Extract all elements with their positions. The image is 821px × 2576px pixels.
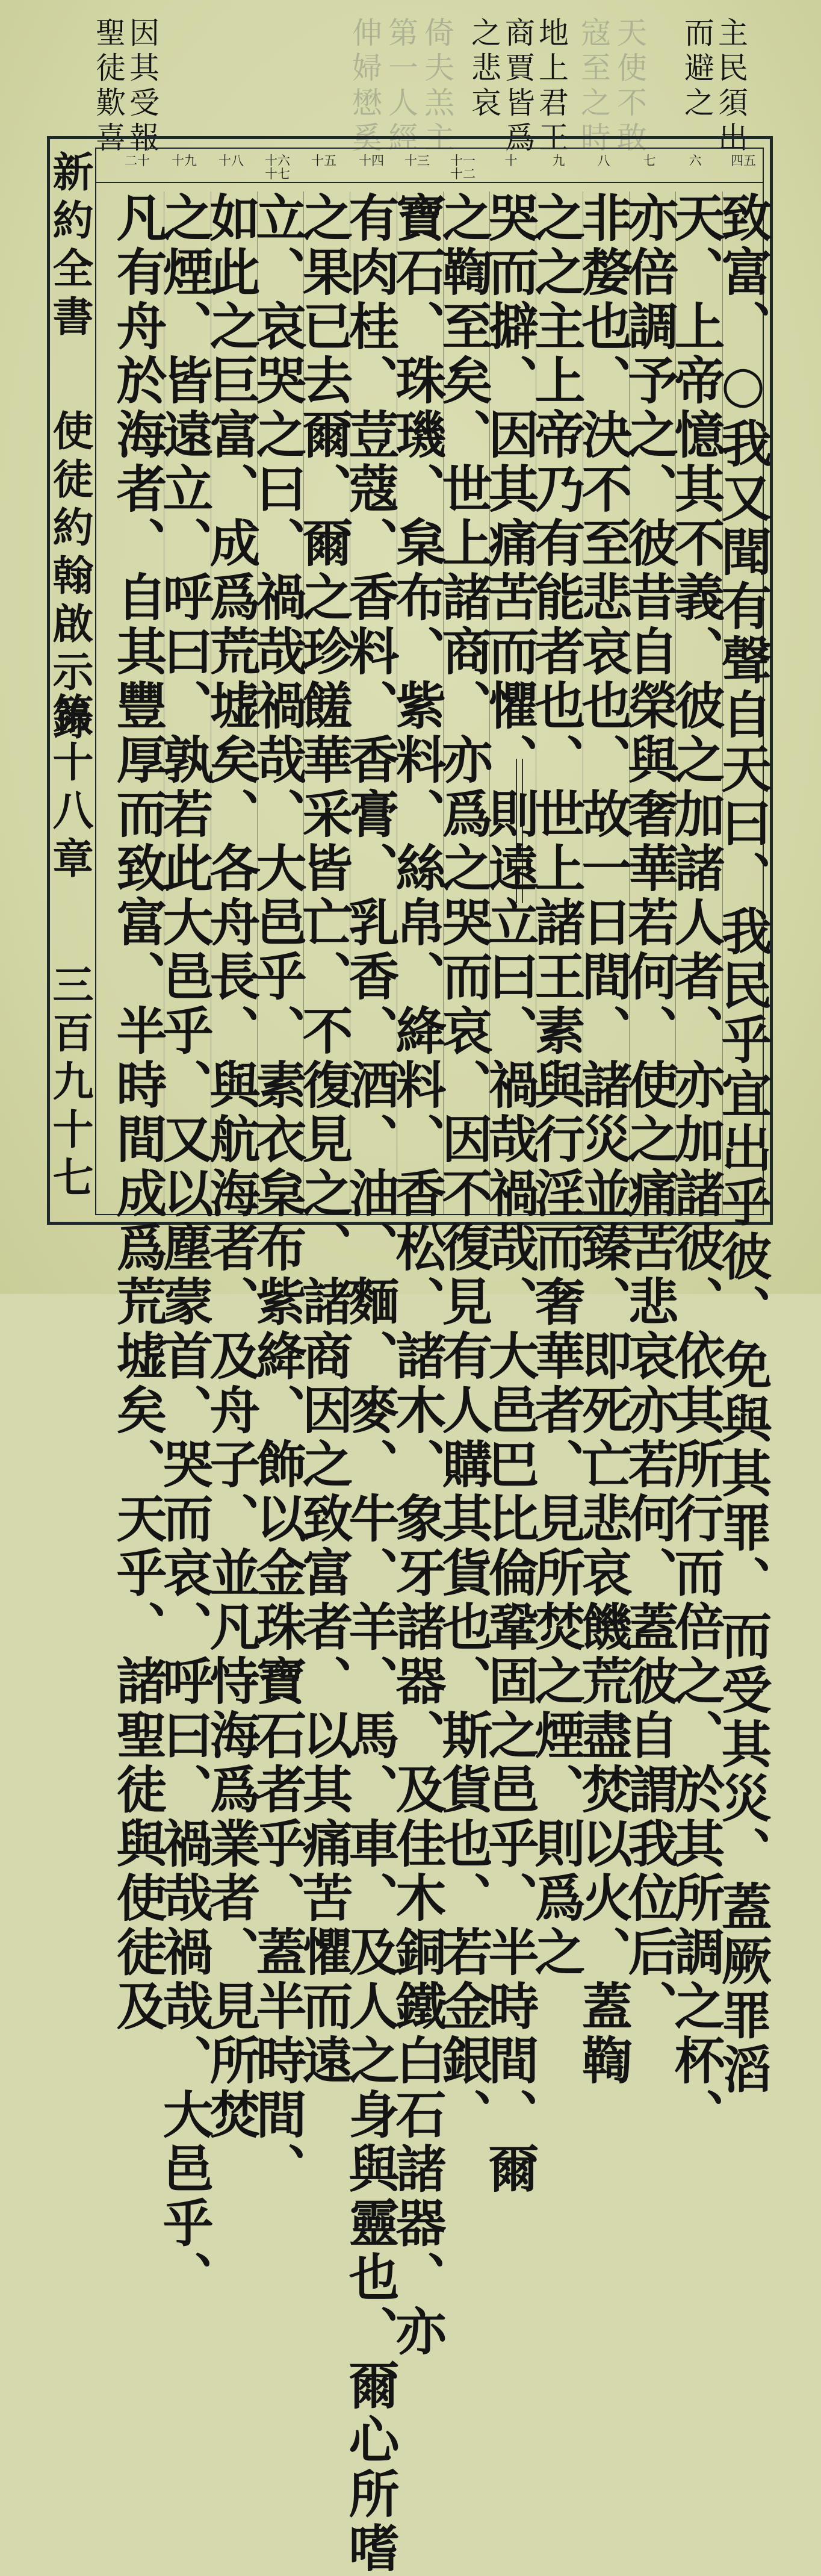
bleed-through-text: 寇至之時	[576, 17, 611, 157]
verse-number: 八	[597, 154, 610, 168]
verse-number: 十八	[218, 154, 244, 168]
top-note: 地上君王	[534, 17, 569, 157]
verse-number: 七	[643, 154, 656, 168]
verse-number: 九	[552, 154, 565, 168]
text-column: 之果已去爾、爾之珍饈華采皆亡、不復見之、諸商因之致富者、以其痛苦懼而遠	[294, 191, 354, 2088]
verse-number: 十五	[311, 154, 336, 168]
page-number: 三百九十七	[46, 963, 94, 1204]
text-column: 之之主上帝乃有能者也、世上諸王素與行淫而奢華者、見所焚之煙、則爲之	[527, 191, 586, 1980]
text-column: 天、上帝憶其不義、彼之加諸人者、亦加諸彼、依其所行而倍之、於其所調之杯、	[666, 191, 726, 2142]
verse-number: 四五	[731, 154, 756, 168]
verse-number: 十一十二	[450, 154, 476, 181]
top-note: 之悲哀	[466, 17, 501, 122]
book-name: 使徒約翰啟示錄	[46, 409, 94, 747]
text-column: 寶石、珠璣、枲布、紫料、絲帛、絳料、香松、諸木、象牙諸器、及佳木銅鐵白石諸器、亦	[388, 191, 447, 2359]
text-column: 非嫠也、決不至悲哀也、故一日間、諸災並臻、即死亡悲哀饑荒盡焚以火、蓋鞫	[574, 191, 633, 2088]
top-note: 主民須出	[713, 17, 748, 157]
text-column: 致富、○我又聞有聲自天曰、我民乎宜出乎彼、免與其罪、而受其災、蓋厥罪滔	[713, 191, 773, 2097]
text-column: 有肉桂、荳蔻、香料、香膏、乳香、酒、油、麵、麥、牛、羊、馬、車、及人之身與靈也、爾心所嗜	[341, 191, 400, 2576]
top-note: 商賈皆爲	[500, 17, 535, 157]
book-title: 新約全書	[46, 151, 94, 343]
bleed-through-text: 第一人經	[383, 17, 418, 157]
text-column: 哭而擗、因其痛苦而懼、則遠立曰、禍哉禍哉、大邑巴比倫鞏固之邑乎、半時間、爾	[480, 191, 540, 2197]
text-column: 之煙、皆遠立、呼曰、孰若此大邑乎、又以塵蒙首、哭而哀、呼曰、禍哉禍哉、大邑乎、	[155, 191, 214, 2305]
bleed-through-text: 倚夫羔主	[420, 17, 454, 157]
verse-number: 十四	[359, 154, 384, 168]
text-column: 如此之巨富、成爲荒墟矣、各舟長、與航海者、及舟子、並凡恃海爲業者、見所焚	[202, 191, 261, 2142]
text-column: 亦倍調予之、彼昔自榮與奢華若何、使之痛苦悲哀亦若何、蓋彼自謂我位后、	[620, 191, 680, 2034]
verse-number-rule	[95, 182, 764, 183]
top-note: 聖徒歎喜	[91, 17, 126, 157]
verse-number: 二十	[125, 154, 150, 168]
chapter-label: 第十八章	[46, 692, 94, 885]
bleed-through-text: 天使不敢	[612, 17, 647, 157]
verse-number: 六	[689, 154, 702, 168]
text-column: 立、哀哭之曰、禍哉禍哉、大邑乎、素衣枲布紫絳、飾以金珠寶石者乎、蓋半時間、	[248, 191, 308, 2197]
top-note: 而避之	[680, 17, 714, 122]
text-column: 凡有舟於海者、自其豐厚而致富、半時間成爲荒墟矣、天乎、諸聖徒與使徒及	[108, 191, 168, 2034]
verse-number: 十六十七	[265, 154, 290, 181]
verse-number: 十	[504, 154, 518, 168]
top-note: 因其受報	[125, 17, 160, 157]
bleed-through-text: 伸婦懋奚	[347, 17, 382, 157]
text-column: 之鞫至矣、世上諸商、亦爲之哭而哀、因不復見有人購其貨也、斯貨也、若金銀、	[434, 191, 494, 2142]
verse-number: 十九	[172, 154, 197, 168]
verse-number: 十三	[404, 154, 430, 168]
